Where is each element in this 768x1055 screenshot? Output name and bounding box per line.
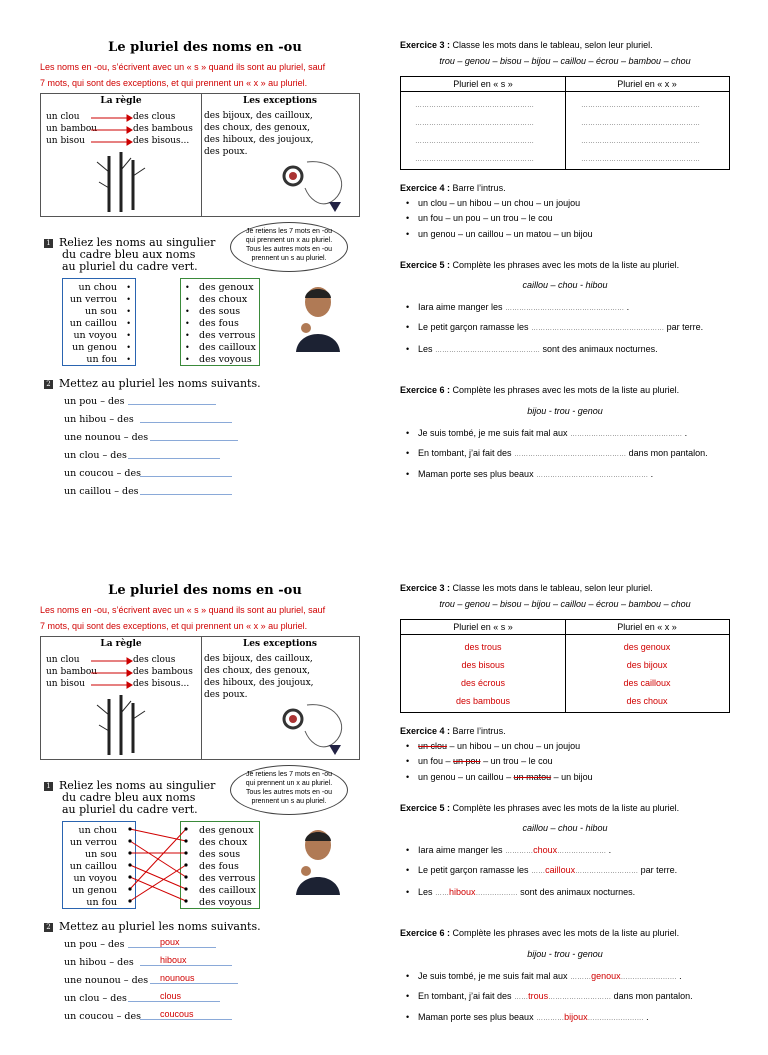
matching-lines: [128, 823, 190, 909]
answer-line[interactable]: [140, 476, 232, 477]
bamboo-icon: [91, 695, 151, 757]
exercise2-title: 2 Mettez au pluriel les noms suivants.: [44, 377, 261, 390]
plural-box: • • • • • • • des genoux des choux des sous des fous des verrous des cailloux des voyous: [180, 278, 260, 366]
page-title: Le pluriel des noms en -ou: [108, 40, 302, 55]
answer-line[interactable]: [140, 494, 232, 495]
jewelry-icon: [279, 158, 355, 214]
ex6-title: Exercice 6 : Complète les phrases avec les mots de la liste au pluriel.: [400, 385, 680, 395]
singular-box: un chou un verrou un sou un caillou un voyou un genou un fou • • • • • • •: [62, 278, 136, 366]
answer-line[interactable]: [128, 404, 216, 405]
speech-bubble: Je retiens les 7 mots en -ou qui prennent un x au pluriel. Tous les autres mots en -ou prennent un s au pluriel.: [230, 765, 348, 815]
bamboo-icon: [91, 152, 151, 214]
exceptions-list: des bijoux, des cailloux, des choux, des genoux, des hiboux, des joujoux, des poux.: [204, 111, 314, 157]
ex3-title: Exercice 3 : Classe les mots dans le tableau, selon leur pluriel.: [400, 40, 653, 50]
answer-line[interactable]: [150, 440, 238, 441]
worksheet-blank: Le pluriel des noms en -ou Les noms en -ou, s’écrivent avec un « s » quand ils sont au pluriel, sauf 7 mots, qui sont des exceptions, et qui prennent un « x » au pluriel. La règle un clou des clous un bambou des bambous un bisou des bisous... Les exceptions des bijoux, des cailloux, des choux, des genoux, des hiboux, des joujoux, des poux. 1 Reliez les noms au singulier du cadre bleu aux noms au pluriel du cadre vert. Je retiens les 7 mots en -ou qui prennent un x au pluriel. Tous les autres mots en -ou prennent un s au pluriel. un chou un verrou un sou un caillou un voyou un genou un fou • • • • • • • • • • • • • • des genoux des choux des sous des fous des verrous des cailloux des voyous 2 Mettez au pluriel les noms suivants. un pou – des un hibou – des une nounou – des un clou – des un coucou – des un caillou – des Exercice 3 : Classe les mots dans le tableau, selon leur pluriel. trou – genou – bisou – bijou – caillou – écrou – bambou – chou Pluriel en « s » Pluriel en « x » …………………………………………… …………………………………………… …………………………………………… …………………………………………… …………………………………………… …………………………………………… …………………………………………… …………………………………………… Exercice 4 : Barre l’intrus. • un clou – un hibou – un chou – un joujou • un fou – un pou – un trou – le cou • un genou – un caillou – un matou – un bijou Exercice 5 : Complète les phrases avec les mots de la liste au pluriel. caillou – chou - hibou • Iara aime manger les …………………………………………… . • Le petit garçon ramasse les ………………………………………………… par terre. • Les ……………………………………… sont des animaux nocturnes. Exercice 6 : Complète les phrases avec les mots de la liste au pluriel. bijou - trou - genou • Je suis tombé, je me suis fait mal aux ………………………………………… . • En tombant, j’ai fait des ………………………………………… dans mon pantalon. • Maman porte ses plus beaux ………………………………………… .: [0, 0, 768, 512]
ex3-words: trou – genou – bisou – bijou – caillou – écrou – bambou – chou: [439, 56, 691, 66]
rule-left-panel: La règle un clou des clous un bambou des bambous un bisou des bisous...: [41, 94, 202, 216]
answer-line[interactable]: [140, 422, 232, 423]
ex3-table-answers: Pluriel en « s » Pluriel en « x » des trous des bisous des écrous des bambous des genoux des bijoux des cailloux des choux: [400, 619, 730, 713]
child-icon: [292, 284, 342, 352]
rule-heading: La règle: [100, 96, 142, 106]
jewelry-icon: [279, 701, 355, 757]
ex4-title: Exercice 4 : Barre l’intrus.: [400, 183, 506, 193]
arrow-icons: [89, 114, 133, 148]
ex5-title: Exercice 5 : Complète les phrases avec les mots de la liste au pluriel.: [400, 260, 680, 270]
rule-box: [40, 93, 360, 217]
ex3-table: Pluriel en « s » Pluriel en « x » …………………………………………… …………………………………………… …………………………………………… …………………………………………… …………………………………………… …………………………………………… …………………………………………… ……………………………………………: [400, 76, 730, 170]
exercise1-title: 1 Reliez les noms au singulier: [44, 236, 215, 249]
answer-line[interactable]: [128, 458, 220, 459]
worksheet-corrected: Le pluriel des noms en -ou Les noms en -ou, s’écrivent avec un « s » quand ils sont au pluriel, sauf 7 mots, qui sont des exceptions, et qui prennent un « x » au pluriel. La règle un clou des clous un bambou des bambous un bisou des bisous... Les exceptions des bijoux, des cailloux, des choux, des genoux, des hiboux, des joujoux, des poux. 1 Reliez les noms au singulier du cadre bleu aux noms au pluriel du cadre vert. Je retiens les 7 mots en -ou qui prennent un x au pluriel. Tous les autres mots en -ou prennent un s au pluriel. un chou un verrou un sou un caillou un voyou un genou un fou des genoux des choux des sous des fous des verrous des cailloux des voyous 2 Mettez au pluriel les noms suivants. un pou – des poux un hibou – des hiboux une nounou – des nounous un clou – des clous un coucou – des coucous Exercice 3 : Classe les mots dans le tableau, selon leur pluriel. trou – genou – bisou – bijou – caillou – écrou – bambou – chou Pluriel en « s » Pluriel en « x » des trous des bisous des écrous des bambous des genoux des bijoux des cailloux des choux Exercice 4 : Barre l’intrus. • un clou – un hibou – un chou – un joujou • un fou – un pou – un trou – le cou • un genou – un caillou – un matou – un bijou Exercice 5 : Complète les phrases avec les mots de la liste au pluriel. caillou – chou - hibou • Iara aime manger les …………choux………………… . • Le petit garçon ramasse les ……cailloux……………………… par terre. • Les ……hiboux……………… sont des animaux nocturnes. Exercice 6 : Complète les phrases avec les mots de la liste au pluriel. bijou - trou - genou • Je suis tombé, je me suis fait mal aux ………genoux…………………… . • En tombant, j’ai fait des ……trous……………………… dans mon pantalon. • Maman porte ses plus beaux …………bijoux…………………… .: [0, 543, 768, 1055]
speech-bubble: Je retiens les 7 mots en -ou qui prennent un x au pluriel. Tous les autres mots en -ou prennent un s au pluriel.: [230, 222, 348, 272]
child-icon: [292, 827, 342, 895]
arrow-icons: [89, 657, 133, 691]
intro-text: Les noms en -ou, s’écrivent avec un « s » quand ils sont au pluriel, sauf 7 mots, qui sont des exceptions, et qui prennent un « x » au pluriel.: [40, 62, 326, 88]
exceptions-heading: Les exceptions: [242, 96, 318, 106]
